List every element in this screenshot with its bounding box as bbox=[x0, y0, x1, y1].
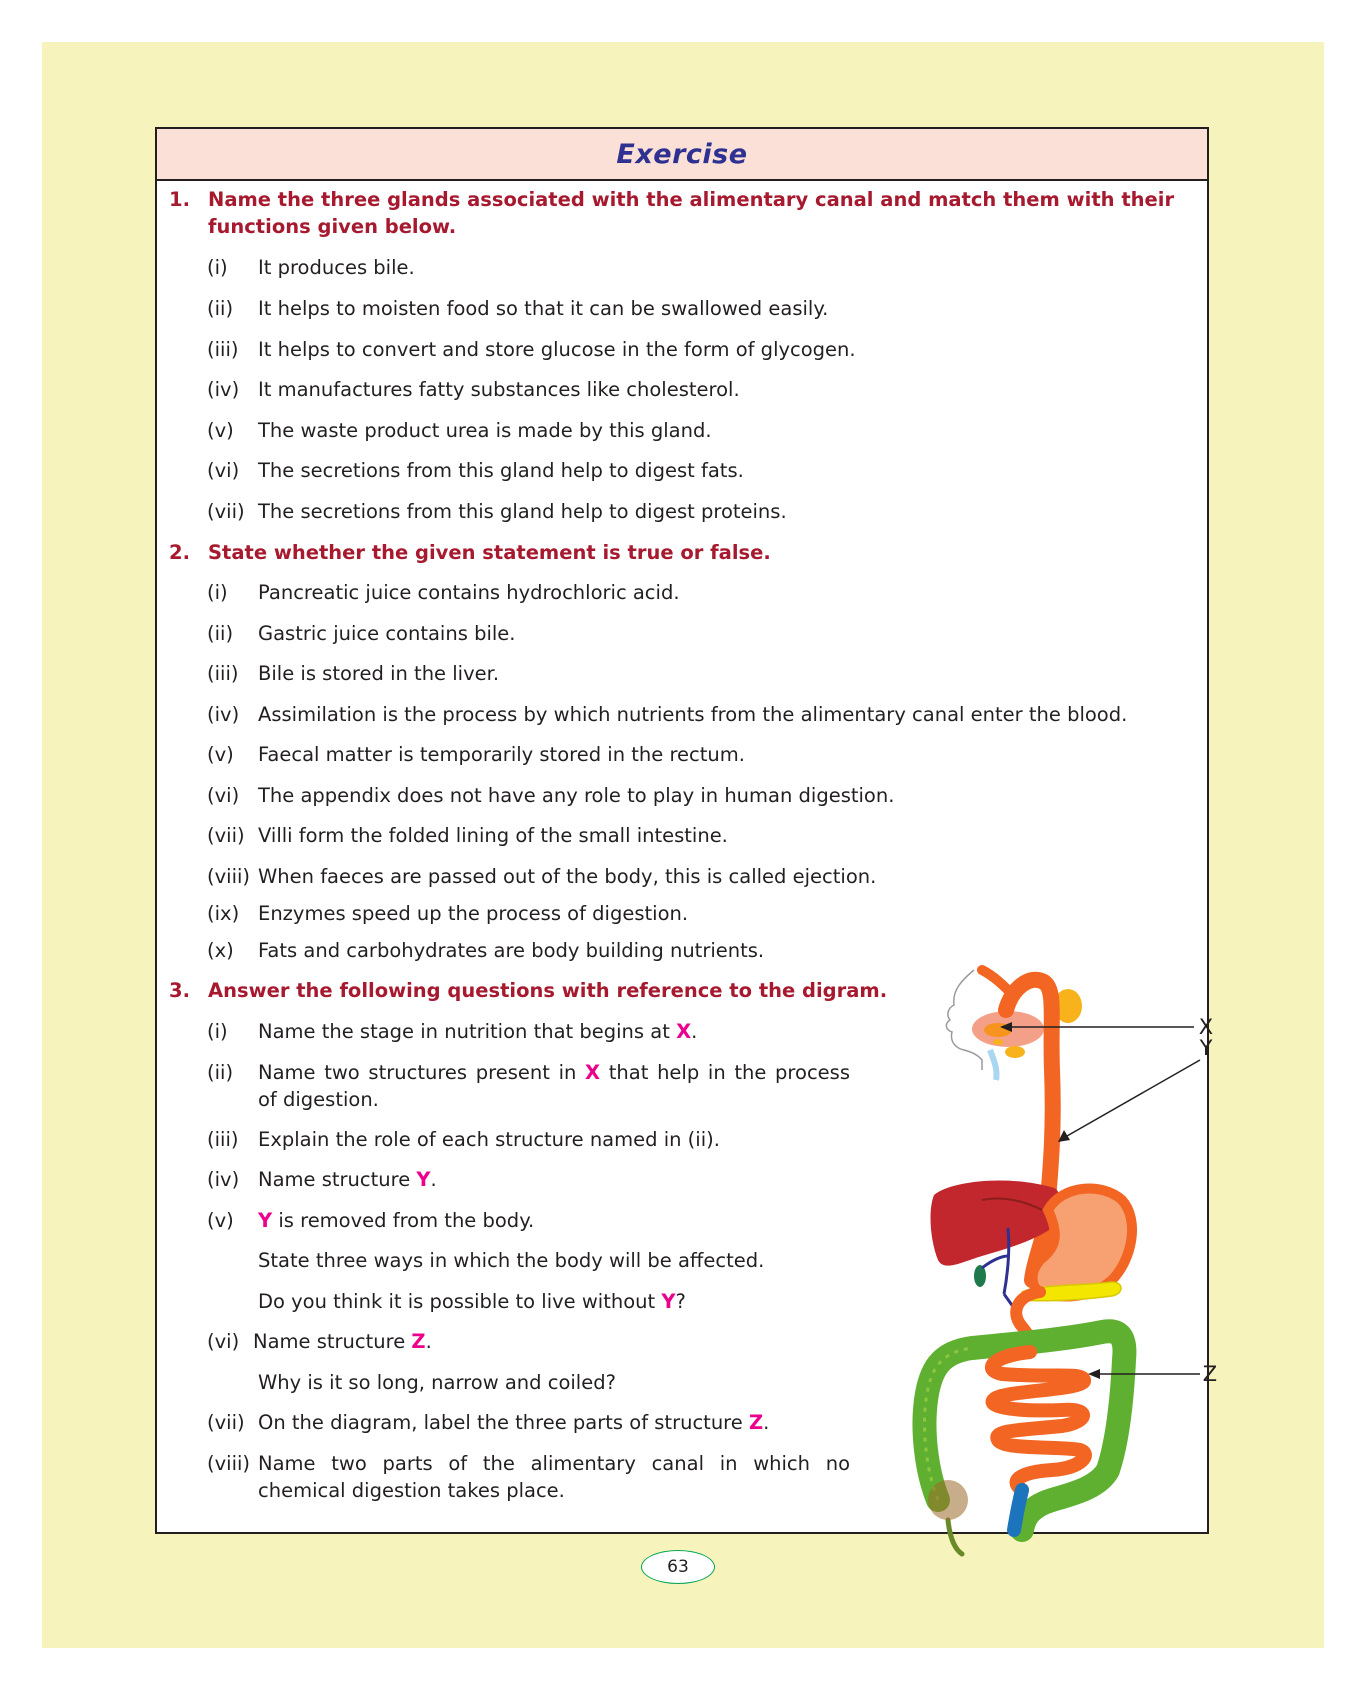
item-text: Name two structures present in X that help in the process of digestion. bbox=[258, 1061, 850, 1111]
small-intestine-icon bbox=[992, 1352, 1085, 1490]
label-z-ref: Z bbox=[411, 1330, 426, 1353]
item-text: Why is it so long, narrow and coiled? bbox=[258, 1371, 616, 1394]
label-y-ref: Y bbox=[661, 1290, 676, 1313]
label-x: X bbox=[1198, 1015, 1214, 1039]
item-text: It helps to moisten food so that it can be swallowed easily. bbox=[258, 297, 829, 320]
item-text: State three ways in which the body will be affected. bbox=[258, 1249, 765, 1272]
item-number: (i) bbox=[207, 256, 228, 279]
item-number: (viii) bbox=[207, 865, 251, 888]
item-text: The appendix does not have any role to play in human digestion. bbox=[258, 784, 895, 807]
digestive-system-diagram bbox=[912, 960, 1218, 1530]
item-text: Villi form the folded lining of the small intestine. bbox=[258, 824, 728, 847]
item-text: Name two parts of the alimentary canal in which no chemical digestion takes place. bbox=[258, 1452, 850, 1502]
item-text: Name structure Y. bbox=[258, 1168, 437, 1191]
item-number: (iv) bbox=[207, 1168, 240, 1191]
question-text: Answer the following questions with reference to the digram. bbox=[208, 979, 888, 1002]
question-text: Name the three glands associated with the alimentary canal and match them with their functions given below. bbox=[208, 188, 1175, 238]
item-text: It helps to convert and store glucose in the form of glycogen. bbox=[258, 338, 856, 361]
item-text: On the diagram, label the three parts of structure Z. bbox=[258, 1411, 770, 1434]
question-number: 3. bbox=[169, 979, 190, 1002]
title-bar bbox=[157, 129, 1207, 181]
head-outline-icon bbox=[946, 970, 982, 1070]
item-number: (iv) bbox=[207, 703, 240, 726]
item-text: Assimilation is the process by which nutrients from the alimentary canal enter the blood. bbox=[258, 703, 1128, 726]
label-x-ref: X bbox=[585, 1061, 601, 1084]
item-text: Name structure Z. bbox=[253, 1330, 432, 1353]
item-number: (ii) bbox=[207, 622, 234, 645]
page-number: 63 bbox=[641, 1550, 715, 1584]
item-text: Gastric juice contains bile. bbox=[258, 622, 516, 645]
label-y-ref: Y bbox=[258, 1209, 273, 1232]
item-text: Bile is stored in the liver. bbox=[258, 662, 500, 685]
salivary-gland-icon bbox=[1005, 1046, 1025, 1058]
pointer-y bbox=[1060, 1060, 1200, 1140]
item-text: Do you think it is possible to live without Y? bbox=[258, 1290, 686, 1313]
item-number: (v) bbox=[207, 419, 234, 442]
label-y-ref: Y bbox=[416, 1168, 431, 1191]
item-text: When faeces are passed out of the body, this is called ejection. bbox=[258, 865, 877, 888]
caecum-icon bbox=[928, 1480, 968, 1520]
item-number: (iii) bbox=[207, 338, 239, 361]
label-z: Z bbox=[1202, 1362, 1218, 1386]
item-number: (vii) bbox=[207, 824, 245, 847]
item-text: Faecal matter is temporarily stored in the rectum. bbox=[258, 743, 745, 766]
item-text: It manufactures fatty substances like cholesterol. bbox=[258, 378, 740, 401]
label-x-ref: X bbox=[676, 1020, 692, 1043]
question-text: State whether the given statement is true or false. bbox=[208, 541, 771, 564]
item-text: Pancreatic juice contains hydrochloric acid. bbox=[258, 581, 680, 604]
item-number: (ii) bbox=[207, 1061, 234, 1084]
item-number: (vii) bbox=[207, 1411, 245, 1434]
item-text: The secretions from this gland help to digest fats. bbox=[258, 459, 744, 482]
item-number: (vi) bbox=[207, 784, 240, 807]
item-text: Fats and carbohydrates are body building nutrients. bbox=[258, 939, 765, 962]
pharynx-icon bbox=[982, 970, 1012, 994]
item-number: (ix) bbox=[207, 902, 240, 925]
question-number: 2. bbox=[169, 541, 190, 564]
item-text: Name the stage in nutrition that begins at X. bbox=[258, 1020, 698, 1043]
label-y: Y bbox=[1199, 1036, 1213, 1060]
exercise-title: Exercise bbox=[616, 138, 748, 170]
item-text: Enzymes speed up the process of digestion. bbox=[258, 902, 689, 925]
item-number: (iii) bbox=[207, 1128, 239, 1151]
item-text: It produces bile. bbox=[258, 256, 415, 279]
item-number: (vi) bbox=[207, 459, 240, 482]
item-number: (i) bbox=[207, 581, 228, 604]
item-text: Y is removed from the body. bbox=[258, 1209, 535, 1232]
item-number: (iv) bbox=[207, 378, 240, 401]
question-number: 1. bbox=[169, 188, 190, 211]
item-text: Explain the role of each structure named in (ii). bbox=[258, 1128, 720, 1151]
gall-bladder-icon bbox=[974, 1265, 986, 1287]
item-number: (vi) bbox=[207, 1330, 240, 1353]
item-number: (v) bbox=[207, 743, 234, 766]
item-text: The waste product urea is made by this gland. bbox=[258, 419, 712, 442]
item-number: (i) bbox=[207, 1020, 228, 1043]
item-number: (viii) bbox=[207, 1452, 251, 1475]
item-number: (ii) bbox=[207, 297, 234, 320]
salivary-gland-icon bbox=[993, 1039, 1003, 1045]
item-number: (v) bbox=[207, 1209, 234, 1232]
item-number: (x) bbox=[207, 939, 234, 962]
item-number: (iii) bbox=[207, 662, 239, 685]
trachea-icon bbox=[990, 1050, 997, 1080]
item-number: (vii) bbox=[207, 500, 245, 523]
label-z-ref: Z bbox=[748, 1411, 764, 1434]
item-text: The secretions from this gland help to digest proteins. bbox=[258, 500, 787, 523]
rectum-icon bbox=[1014, 1490, 1022, 1530]
